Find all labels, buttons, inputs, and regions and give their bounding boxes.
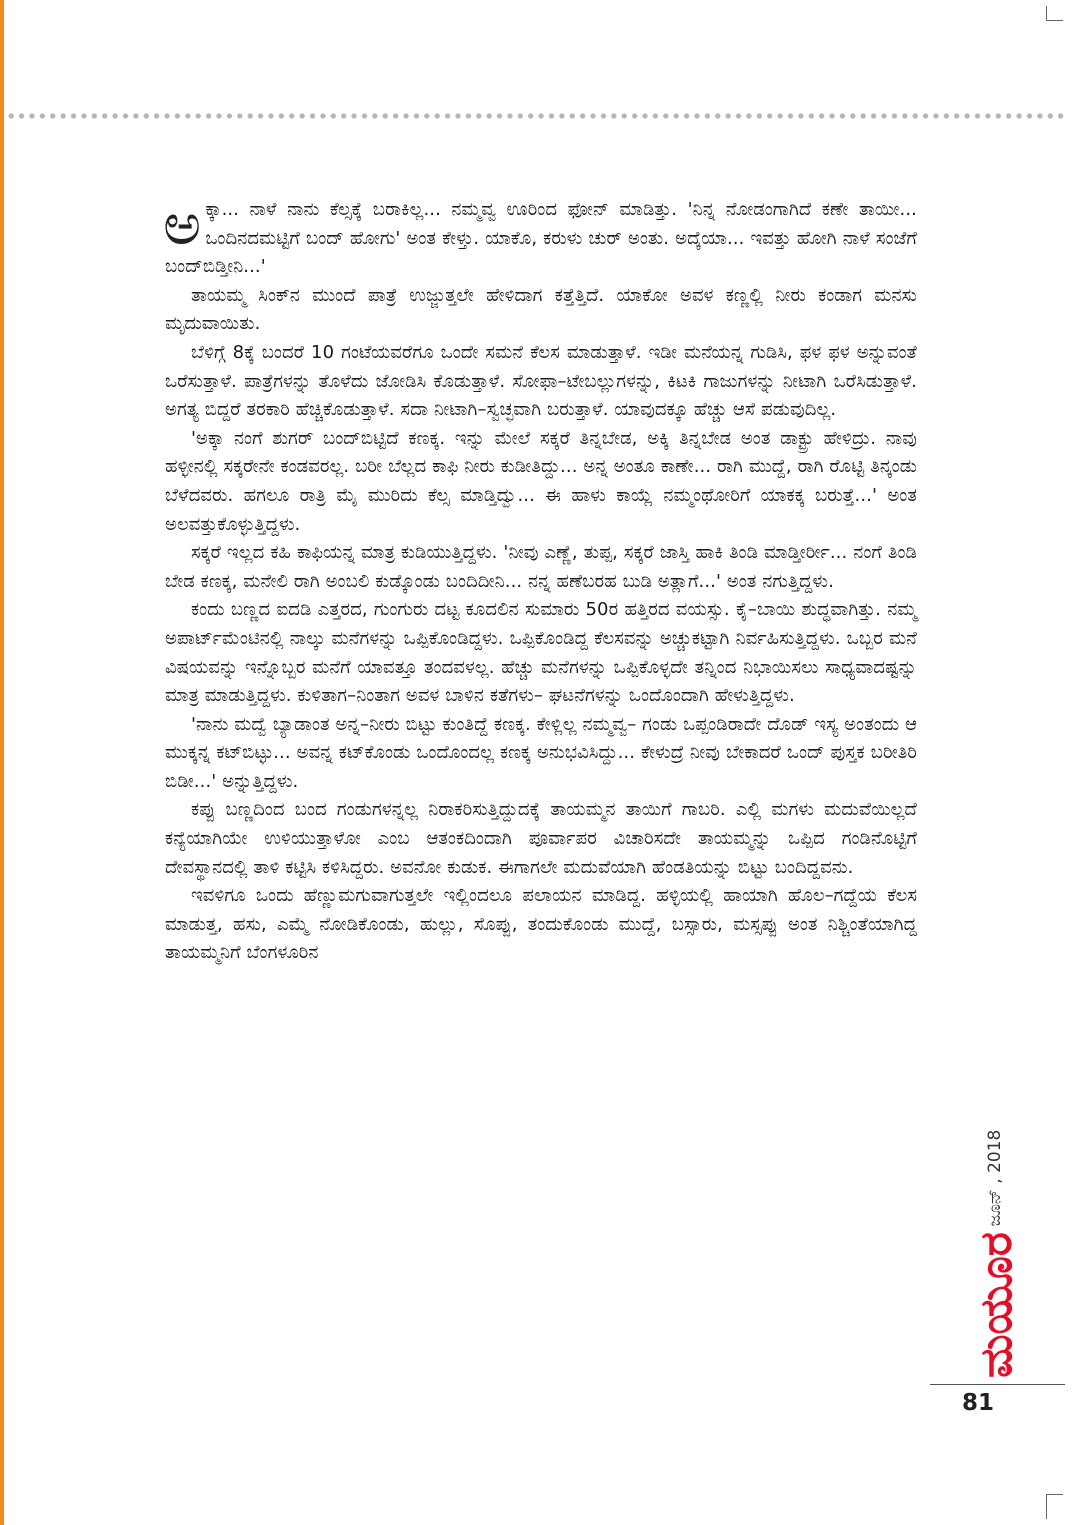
drop-cap: ಅ (163, 190, 202, 258)
paragraph-2: ತಾಯಮ್ಮ ಸಿಂಕ್‌ನ ಮುಂದೆ ಪಾತ್ರೆ ಉಜ್ಜುತ್ತಲೇ ಹೇಳಿದಾಗ ಕತ್ತೆತ್ತಿದೆ. ಯಾಕೋ ಅವಳ ಕಣ್ಣಲ್ಲಿ ನೀರು ಕಂಡಾಗ ಮನಸು ಮೃದುವಾಯಿತು. (165, 284, 917, 335)
paragraph-9: ಇವಳಿಗೂ ಒಂದು ಹೆಣ್ಣುಮಗುವಾಗುತ್ತಲೇ ಇಲ್ಲಿಂದಲೂ ಪಲಾಯನ ಮಾಡಿದ್ದ. ಹಳ್ಳಿಯಲ್ಲಿ ಹಾಯಾಗಿ ಹೊಲ–ಗದ್ದೆಯ ಕೆಲಸ ಮಾಡುತ್ತ, ಹಸು, ಎಮ್ಮೆ ನೋಡಿಕೊಂಡು, ಹುಲ್ಲು, ಸೊಪ್ಪು, ತಂದುಕೊಂಡು ಮುದ್ದೆ, ಬಸ್ಸಾರು, ಮಸ್ಸಪ್ಪು ಅಂತ ನಿಶ್ಚಿಂತೆಯಾಗಿದ್ದ ತಾಯಮ್ಮನಿಗೆ ಬೆಂಗಳೂರಿನ (165, 885, 917, 964)
paragraph-1 (163, 190, 917, 282)
page-number: 81 (962, 1390, 995, 1416)
magazine-logo (963, 1230, 1023, 1380)
accent-bar (0, 0, 4, 1525)
dotted-separator (6, 112, 1068, 120)
issue-date: ಜೂನ್ , 2018 (985, 1129, 1005, 1227)
crop-mark-top (1046, 6, 1063, 21)
paragraph-3: ಬೆಳಿಗ್ಗೆ 8ಕ್ಕೆ ಬಂದರೆ 10 ಗಂಟೆಯವರೆಗೂ ಒಂದೇ ಸಮನೆ ಕೆಲಸ ಮಾಡುತ್ತಾಳೆ. ಇಡೀ ಮನೆಯನ್ನ ಗುಡಿಸಿ, ಫಳ ಫಳ ಅನ್ನುವಂತೆ ಒರೆಸುತ್ತಾಳೆ. ಪಾತ್ರೆಗಳನ್ನು ತೊಳೆದು ಜೋಡಿಸಿ ಕೊಡುತ್ತಾಳೆ. ಸೋಫಾ–ಟೇಬಲ್ಲುಗಳನ್ನು, ಕಿಟಕಿ ಗಾಜುಗಳನ್ನು ನೀಟಾಗಿ ಒರೆಸಿಡುತ್ತಾಳೆ. ಅಗತ್ಯ ಬಿದ್ದರೆ ತರಕಾರಿ ಹೆಚ್ಚಿಕೊಡುತ್ತಾಳೆ. ಸದಾ ನೀಟಾಗಿ–ಸ್ವಚ್ಛವಾಗಿ ಬರುತ್ತಾಳೆ. ಯಾವುದಕ್ಕೂ ಹೆಚ್ಚು ಆಸೆ ಪಡುವುದಿಲ್ಲ. (165, 341, 917, 421)
magazine-logo-text: ಮಯೂರ (971, 1237, 1022, 1378)
paragraph-5: ಸಕ್ಕರೆ ಇಲ್ಲದ ಕಹಿ ಕಾಫಿಯನ್ನ ಮಾತ್ರ ಕುಡಿಯುತ್ತಿದ್ದಳು. 'ನೀವು ಎಣ್ಣೆ, ತುಪ್ಪ, ಸಕ್ಕರೆ ಜಾಸ್ತಿ ಹಾಕಿ ತಿಂಡಿ ಮಾಡ್ತೀರ್ರೀ... ನಂಗೆ ತಿಂಡಿ ಬೇಡ ಕಣಕ್ಕ, ಮನೇಲಿ ರಾಗಿ ಅಂಬಲಿ ಕುಡ್ಕೊಂಡು ಬಂದಿದೀನಿ... ನನ್ನ ಹಣೆಬರಹ ಬುಡಿ ಅತ್ಲಾಗೆ...' ಅಂತ ನಗುತ್ತಿದ್ದಳು. (165, 542, 917, 592)
paragraph-4: 'ಅಕ್ಕಾ ನಂಗೆ ಶುಗರ್ ಬಂದ್‌ಬಿಟ್ಟಿದೆ ಕಣಕ್ಕ. ಇನ್ನು ಮೇಲೆ ಸಕ್ಕರೆ ತಿನ್ನಬೇಡ, ಅಕ್ಕಿ ತಿನ್ನಬೇಡ ಅಂತ ಡಾಕ್ಟ್ರು ಹೇಳಿದ್ರು. ನಾವು ಹಳ್ಳೀನಲ್ಲಿ ಸಕ್ಕರೇನೇ ಕಂಡವರಲ್ಲ. ಬರೀ ಬೆಲ್ಲದ ಕಾಫಿ ನೀರು ಕುಡೀತಿದ್ದು... ಅನ್ನ ಅಂತೂ ಕಾಣೇ... ರಾಗಿ ಮುದ್ದೆ, ರಾಗಿ ರೊಟ್ಟಿ ತಿನ್ಕಂಡು ಬೆಳೆದವರು. ಹಗಲೂ ರಾತ್ರಿ ಮೈ ಮುರಿದು ಕೆಲ್ಸ ಮಾಡ್ತಿದ್ವು... ಈ ಹಾಳು ಕಾಯ್ಲೆ ನಮ್ಮಂಥೋರಿಗೆ ಯಾಕಕ್ಕ ಬರುತ್ತೆ...' ಅಂತ ಅಲವತ್ತುಕೊಳ್ಳುತ್ತಿದ್ದಳು. (165, 427, 917, 535)
paragraph-1-text: ಕ್ಕಾ... ನಾಳೆ ನಾನು ಕೆಲ್ಸಕ್ಕೆ ಬರಾಕಿಲ್ಲ... ನಮ್ಮವ್ವ ಊರಿಂದ ಫೋನ್ ಮಾಡಿತ್ತು. 'ನಿನ್ನ ನೋಡಂಗಾಗಿದೆ ಕಣೇ ತಾಯೀ... ಒಂದಿನದಮಟ್ಟಿಗೆ ಬಂದ್ ಹೋಗು' ಅಂತ ಕೇಳ್ತು. ಯಾಕೊ, ಕರುಳು ಚುರ್ ಅಂತು. ಅದ್ಕೆಯಾ... ಇವತ್ತು ಹೋಗಿ ನಾಳೆ ಸಂಜೆಗೆ ಬಂದ್‌ಬಿಡ್ತೀನಿ...' (165, 199, 917, 278)
paragraph-8: ಕಪ್ಪು ಬಣ್ಣದಿಂದ ಬಂದ ಗಂಡುಗಳನ್ನಲ್ಲ ನಿರಾಕರಿಸುತ್ತಿದ್ದುದಕ್ಕೆ ತಾಯಮ್ಮನ ತಾಯಿಗೆ ಗಾಬರಿ. ಎಲ್ಲಿ ಮಗಳು ಮದುವೆಯಿಲ್ಲದೆ ಕನ್ಯೆಯಾಗಿಯೇ ಉಳಿಯುತ್ತಾಳೋ ಎಂಬ ಆತಂಕದಿಂದಾಗಿ ಪೂರ್ವಾಪರ ವಿಚಾರಿಸದೇ ತಾಯಮ್ಮನ್ನು ಒಪ್ಪಿದ ಗಂಡಿನೊಟ್ಟಿಗೆ ದೇವಸ್ಥಾನದಲ್ಲಿ ತಾಳಿ ಕಟ್ಟಿಸಿ ಕಳಿಸಿದ್ದರು. ಅವನೋ ಕುಡುಕ. ಈಗಾಗಲೇ ಮದುವೆಯಾಗಿ ಹೆಂಡತಿಯನ್ನು ಬಿಟ್ಟು ಬಂದಿದ್ದವನು. (165, 799, 917, 878)
paragraph-6: ಕಂದು ಬಣ್ಣದ ಐದಡಿ ಎತ್ತರದ, ಗುಂಗುರು ದಟ್ಟ ಕೂದಲಿನ ಸುಮಾರು 50ರ ಹತ್ತಿರದ ವಯಸ್ಸು. ಕೈ–ಬಾಯಿ ಶುದ್ಧವಾಗಿತ್ತು. ನಮ್ಮ ಅಪಾರ್ಟ್‌ಮೆಂಟಿನಲ್ಲಿ ನಾಲ್ಕು ಮನೆಗಳನ್ನು ಒಪ್ಪಿಕೊಂಡಿದ್ದಳು. ಒಪ್ಪಿಕೊಂಡಿದ್ದ ಕೆಲಸವನ್ನು ಅಚ್ಚುಕಟ್ಟಾಗಿ ನಿರ್ವಹಿಸುತ್ತಿದ್ದಳು. ಒಬ್ಬರ ಮನೆ ವಿಷಯವನ್ನು ಇನ್ನೊಬ್ಬರ ಮನೆಗೆ ಯಾವತ್ತೂ ತಂದವಳಲ್ಲ. ಹೆಚ್ಚು ಮನೆಗಳನ್ನು ಒಪ್ಪಿಕೊಳ್ಳದೇ ತನ್ನಿಂದ ನಿಭಾಯಿಸಲು ಸಾಧ್ಯವಾದಷ್ಟನ್ನು ಮಾತ್ರ ಮಾಡುತ್ತಿದ್ದಳು. ಕುಳಿತಾಗ–ನಿಂತಾಗ ಅವಳ ಬಾಳಿನ ಕತೆಗಳು– ಘಟನೆಗಳನ್ನು ಒಂದೊಂದಾಗಿ ಹೇಳುತ್ತಿದ್ದಳು. (165, 599, 917, 707)
page-rule (930, 1384, 1065, 1385)
crop-mark-bottom (1046, 1494, 1063, 1519)
article-body (163, 190, 917, 968)
paragraph-7: 'ನಾನು ಮದ್ವೆ ಬ್ಯಾಡಾಂತ ಅನ್ನ–ನೀರು ಬಿಟ್ಟು ಕುಂತಿದ್ದೆ ಕಣಕ್ಕ. ಕೇಳ್ಲಿಲ್ಲ ನಮ್ಮವ್ವ– ಗಂಡು ಒಪ್ಪಂಡಿರಾದೇ ದೊಡ್ ಇಸ್ಯ ಅಂತಂದು ಆ ಮುಕ್ಕನ್ನ ಕಟ್‌ಬಿಟ್ಳು... ಅವನ್ನ ಕಟ್‌ಕೊಂಡು ಒಂದೊಂದಲ್ಲ ಕಣಕ್ಕ ಅನುಭವಿಸಿದ್ದು... ಕೇಳುದ್ರೆ ನೀವು ಬೇಕಾದರೆ ಒಂದ್ ಪುಸ್ತಕ ಬರೀತಿರಿ ಬಿಡೀ...' ಅನ್ನುತ್ತಿದ್ದಳು. (165, 713, 917, 792)
